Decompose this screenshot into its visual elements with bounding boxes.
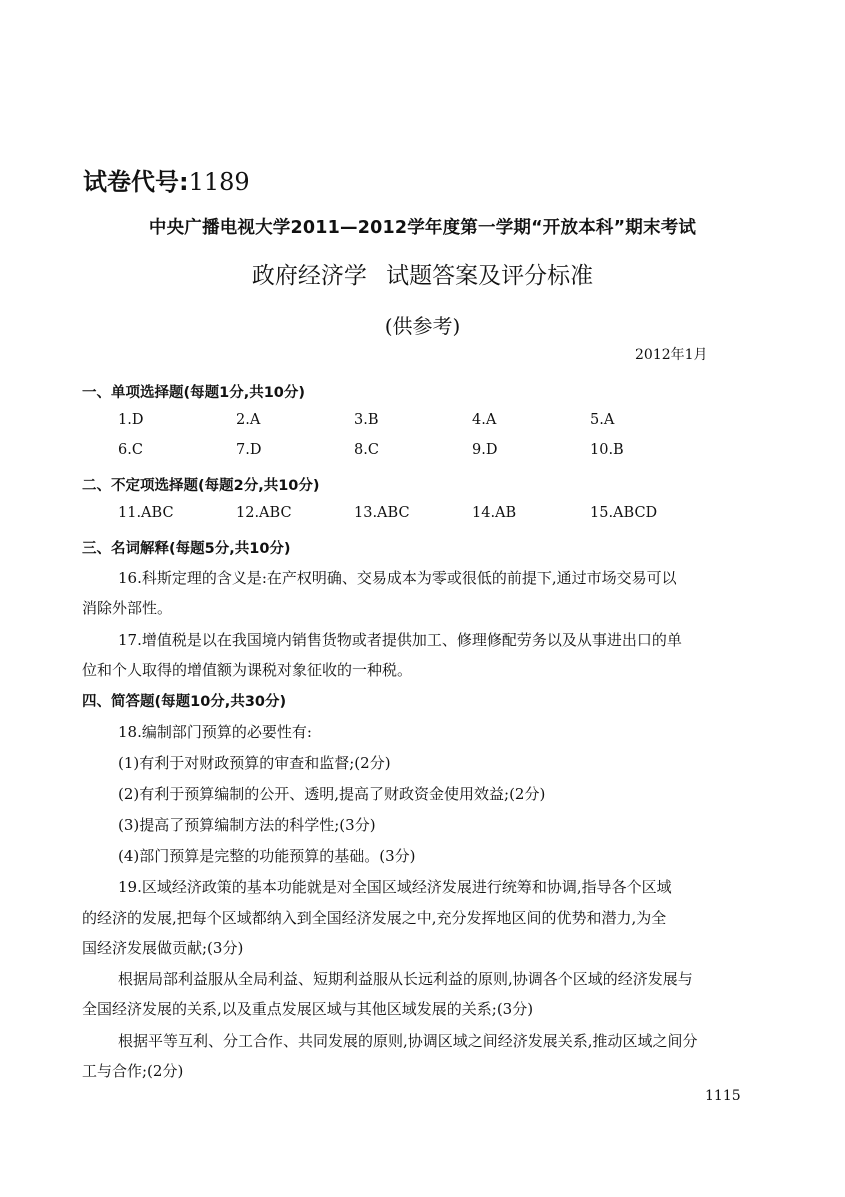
answer-7: 7.D	[236, 442, 262, 458]
section3-heading: 三、名词解释(每题5分,共10分)	[82, 541, 291, 557]
university-line: 中央广播电视大学2011—2012学年度第一学期“开放本科”期末考试	[148, 218, 697, 238]
answer-11: 11.ABC	[118, 505, 174, 521]
answer-14: 14.AB	[472, 505, 517, 521]
answer-1: 1.D	[118, 412, 144, 428]
exam-code	[83, 162, 250, 197]
answer-15: 15.ABCD	[590, 505, 658, 521]
q19-p3-line-2: 工与合作;(2分)	[82, 1062, 184, 1080]
q19-p3-line-1: 根据平等互利、分工合作、共同发展的原则,协调区域之间经济发展关系,推动区域之间分	[118, 1032, 698, 1050]
q16-line-1: 16.科斯定理的含义是:在产权明确、交易成本为零或很低的前提下,通过市场交易可以	[118, 569, 677, 587]
q17-line-1: 17.增值税是以在我国境内销售货物或者提供加工、修理修配劳务以及从事进出口的单	[118, 631, 682, 649]
answer-13: 13.ABC	[354, 505, 410, 521]
section2-heading: 二、不定项选择题(每题2分,共10分)	[82, 478, 320, 494]
q19-p2-line-2: 全国经济发展的关系,以及重点发展区域与其他区域发展的关系;(3分)	[82, 1000, 534, 1018]
q19-p1-line-3: 国经济发展做贡献;(3分)	[82, 939, 244, 957]
q18-item-1: (1)有利于对财政预算的审查和监督;(2分)	[118, 754, 391, 772]
section1-heading: 一、单项选择题(每题1分,共10分)	[82, 385, 306, 401]
q19-p1-line-1: 19.区域经济政策的基本功能就是对全国区域经济发展进行统筹和协调,指导各个区域	[118, 878, 672, 896]
answer-12: 12.ABC	[236, 505, 292, 521]
answer-5: 5.A	[590, 412, 615, 428]
q18-item-2: (2)有利于预算编制的公开、透明,提高了财政资金使用效益;(2分)	[118, 785, 546, 803]
q18-item-4: (4)部门预算是完整的功能预算的基础。(3分)	[118, 847, 416, 865]
answer-8: 8.C	[354, 442, 379, 458]
exam-code-label: 试卷代号:	[83, 168, 189, 196]
answer-9: 9.D	[472, 442, 498, 458]
q18-intro: 18.编制部门预算的必要性有:	[118, 723, 312, 741]
exam-date: 2012年1月	[635, 347, 708, 363]
answer-2: 2.A	[236, 412, 261, 428]
exam-code-number: 1189	[188, 168, 250, 196]
q19-p2-line-1: 根据局部利益服从全局利益、短期利益服从长远利益的原则,协调各个区域的经济发展与	[118, 970, 693, 988]
answer-4: 4.A	[472, 412, 497, 428]
q16-line-2: 消除外部性。	[82, 599, 173, 617]
course-title: 政府经济学 试题答案及评分标准	[251, 263, 594, 289]
section4-heading: 四、简答题(每题10分,共30分)	[82, 694, 287, 710]
q18-item-3: (3)提高了预算编制方法的科学性;(3分)	[118, 816, 376, 834]
q19-p1-line-2: 的经济的发展,把每个区域都纳入到全国经济发展之中,充分发挥地区间的优势和潜力,为全	[82, 909, 667, 927]
subtitle: (供参考)	[384, 314, 461, 338]
q17-line-2: 位和个人取得的增值额为课税对象征收的一种税。	[82, 661, 413, 679]
answer-10: 10.B	[590, 442, 624, 458]
answer-6: 6.C	[118, 442, 143, 458]
answer-3: 3.B	[354, 412, 379, 428]
page-number: 1115	[705, 1088, 741, 1104]
